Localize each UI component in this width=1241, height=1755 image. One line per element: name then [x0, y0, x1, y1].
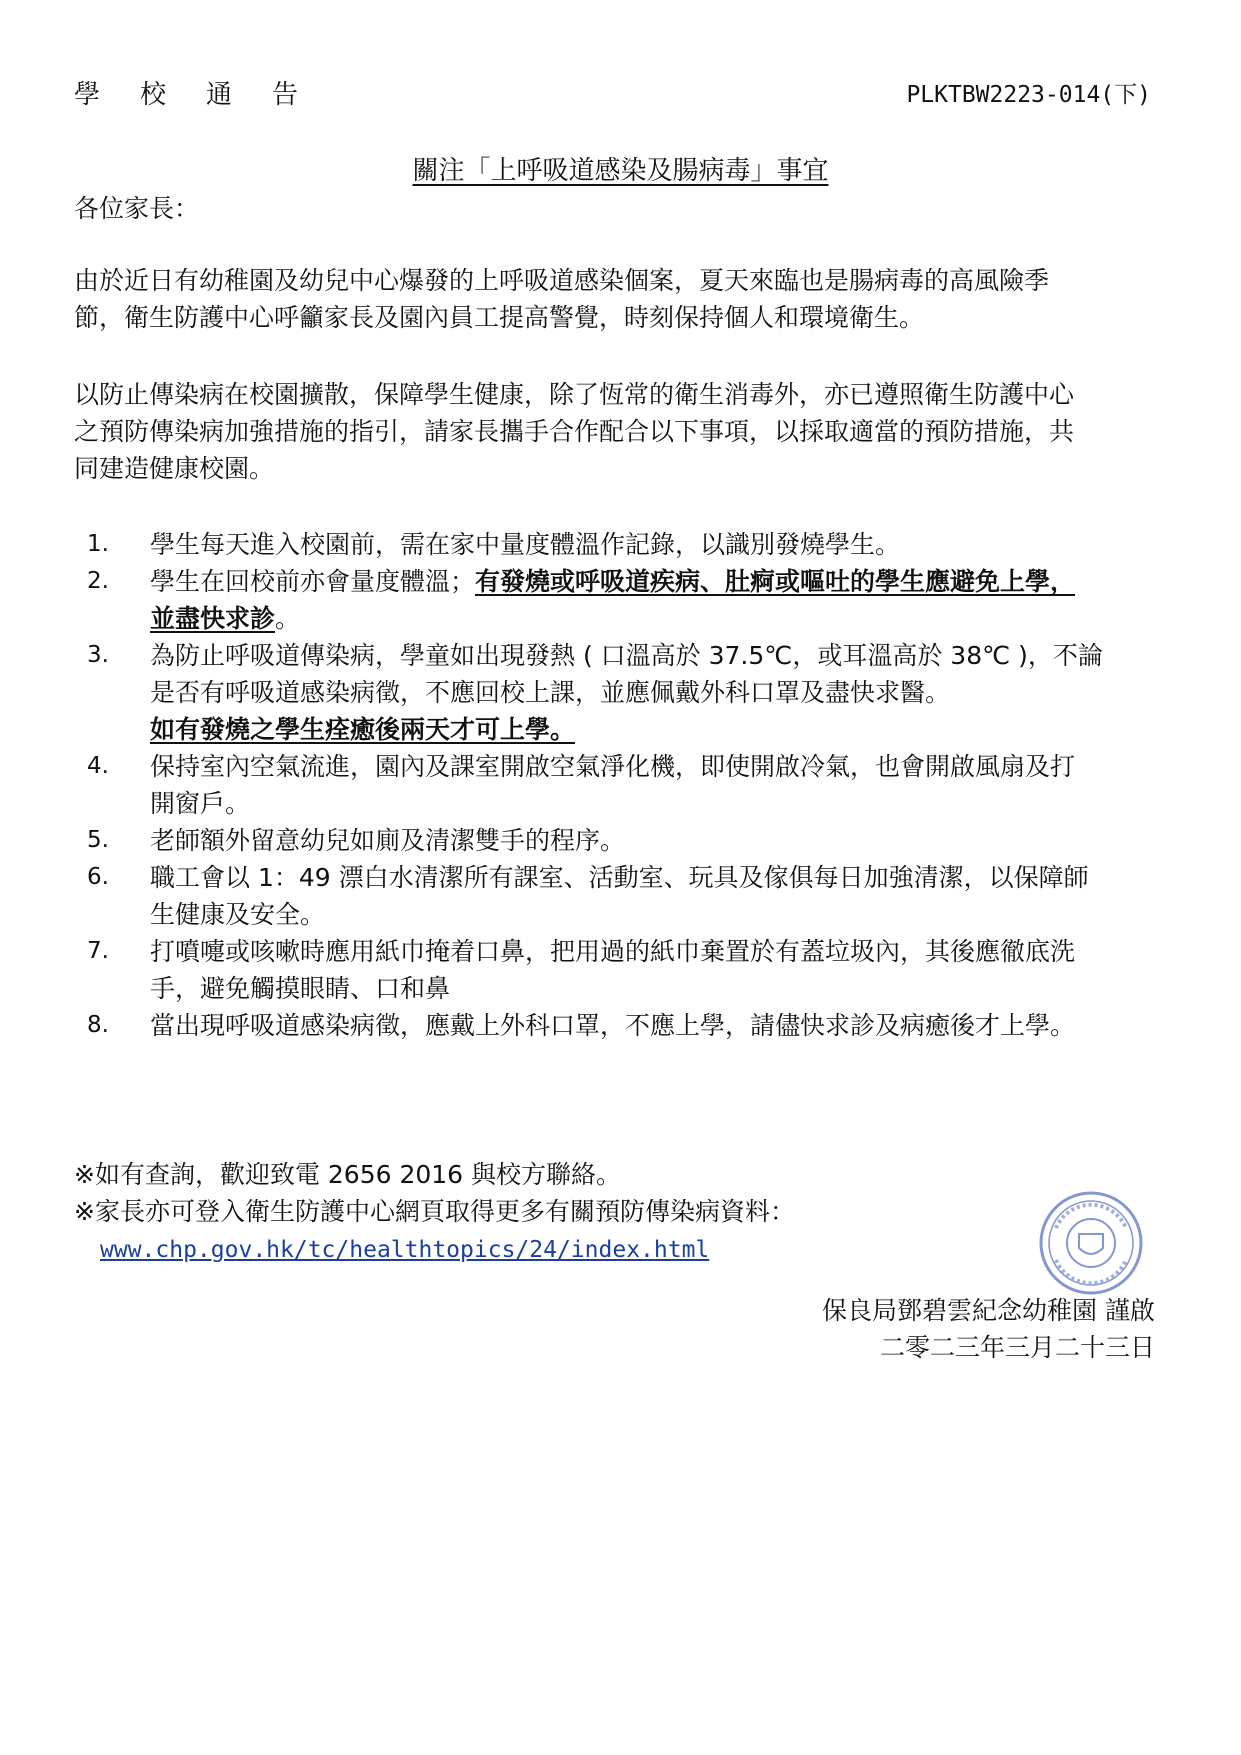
list-item: [74, 748, 1194, 822]
notice-title: [0, 150, 1241, 187]
list-item: [74, 526, 1194, 563]
notice-title-text: 關注「上呼吸道感染及腸病毒」事宜: [412, 156, 829, 186]
list-item-number: 8.: [87, 1012, 109, 1038]
list-item-text: 當出現呼吸道感染病徵，應戴上外科口罩，不應上學，請儘快求診及病癒後才上學。: [150, 1011, 1076, 1040]
chp-link[interactable]: www.chp.gov.hk/tc/healthtopics/24/index.html: [100, 1237, 710, 1263]
list-item-text: 開窗戶。: [150, 789, 251, 818]
list-item: [74, 859, 1194, 933]
notice-date: 二零二三年三月二十三日: [879, 1333, 1155, 1362]
list-item-number: 7.: [87, 938, 109, 964]
list-item-text: 。: [275, 604, 301, 633]
school-seal-stamp-icon: [1036, 1188, 1146, 1298]
list-item-number: 6.: [87, 864, 109, 890]
list-item-text: 打噴嚏或咳嗽時應用紙巾掩着口鼻，把用過的紙巾棄置於有蓋垃圾內，其後應徹底洗: [150, 937, 1076, 966]
list-item: [74, 822, 1194, 859]
list-item-text: 保持室內空氣流進，園內及課室開啟空氣淨化機，即使開啟冷氣，也會開啟風扇及打: [150, 752, 1076, 781]
footer-notes: [74, 1156, 795, 1269]
paragraph-line: 同建造健康校園。: [74, 454, 275, 483]
list-item-text: 學生每天進入校園前，需在家中量度體溫作記錄，以識別發燒學生。: [150, 530, 901, 559]
measures-list: [74, 526, 1194, 1044]
school-name: 保良局鄧碧雲紀念幼稚園 謹啟: [822, 1296, 1155, 1325]
list-item-text: 學生在回校前亦會量度體溫；: [150, 567, 476, 596]
list-item-text: 為防止呼吸道傳染病，學童如出現發熱 ( 口溫高於 37.5℃，或耳溫高於 38℃ )，不論: [150, 641, 1103, 670]
paragraph-measures: [74, 376, 1174, 487]
paragraph-line: 節，衛生防護中心呼籲家長及園內員工提高警覺，時刻保持個人和環境衛生。: [74, 303, 925, 332]
list-item-number: 4.: [87, 753, 109, 779]
notice-reference-number: PLKTBW2223-014(下): [906, 82, 1151, 108]
list-item-number: 2.: [87, 568, 109, 594]
list-item: [74, 637, 1194, 748]
list-item-text: 手，避免觸摸眼睛、口和鼻: [150, 974, 451, 1003]
list-item-text: 生健康及安全。: [150, 900, 326, 929]
emphasis-text: 並盡快求診: [150, 604, 276, 633]
list-item: [74, 933, 1194, 1007]
list-item-text: 職工會以 1：49 漂白水清潔所有課室、活動室、玩具及傢俱每日加強清潔，以保障師: [150, 863, 1089, 892]
list-item-number: 1.: [87, 531, 109, 557]
list-item: [74, 1007, 1194, 1044]
salutation: 各位家長：: [74, 194, 200, 223]
list-item-number: 5.: [87, 827, 109, 853]
signature-block: [822, 1292, 1155, 1366]
list-item-text: 老師額外留意幼兒如廁及清潔雙手的程序。: [150, 826, 626, 855]
paragraph-line: 之預防傳染病加強措施的指引，請家長攜手合作配合以下事項，以採取適當的預防措施，共: [74, 417, 1075, 446]
list-item-number: 3.: [87, 642, 109, 668]
more-info-note: ※家長亦可登入衛生防護中心網頁取得更多有關預防傳染病資料：: [74, 1197, 795, 1226]
paragraph-line: 以防止傳染病在校園擴散，保障學生健康，除了恆常的衛生消毒外，亦已遵照衛生防護中心: [74, 380, 1075, 409]
list-item: [74, 563, 1194, 637]
list-item-text: 是否有呼吸道感染病徵，不應回校上課，並應佩戴外科口罩及盡快求醫。: [150, 678, 951, 707]
emphasis-text: 有發燒或呼吸道疾病、肚痾或嘔吐的學生應避免上學，: [475, 567, 1076, 596]
emphasis-text: 如有發燒之學生痊癒後兩天才可上學。: [150, 715, 576, 744]
enquiry-note: ※如有查詢，歡迎致電 2656 2016 與校方聯絡。: [74, 1160, 622, 1189]
paragraph-intro: [74, 262, 1174, 336]
paragraph-line: 由於近日有幼稚園及幼兒中心爆發的上呼吸道感染個案，夏天來臨也是腸病毒的高風險季: [74, 266, 1050, 295]
notice-heading: 學校通告: [74, 80, 339, 110]
